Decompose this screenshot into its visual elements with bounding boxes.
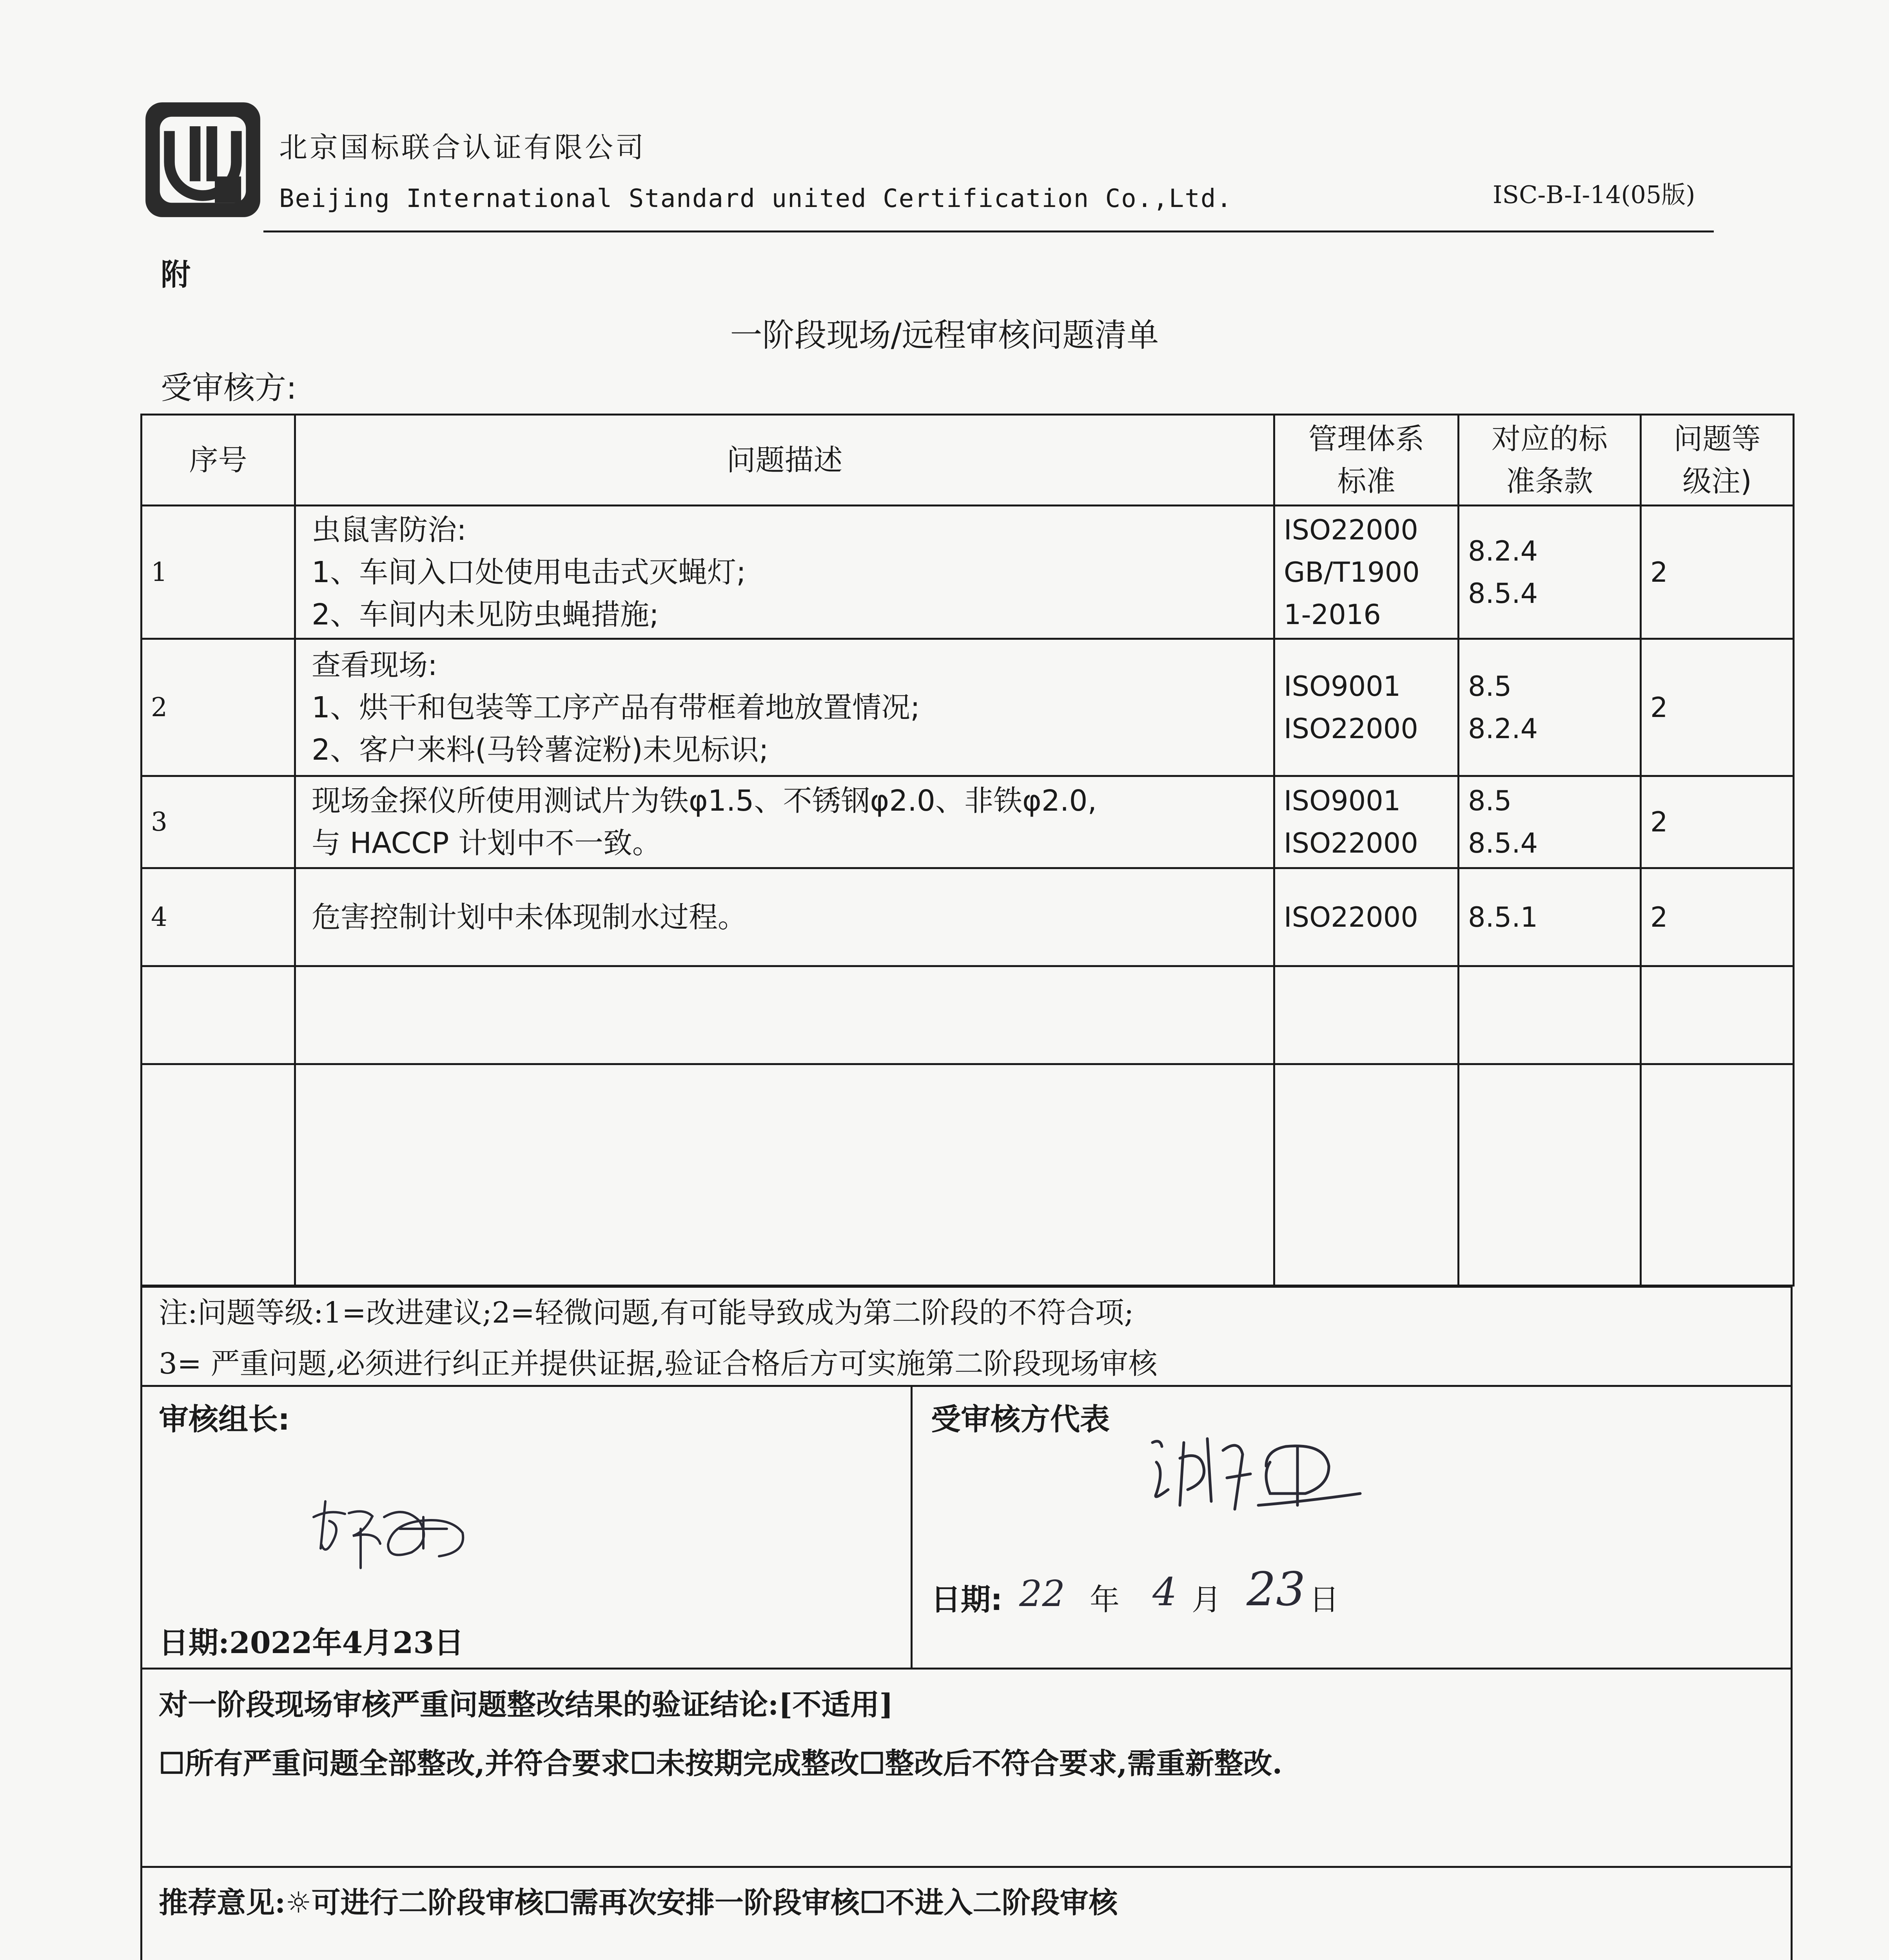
table-row bbox=[142, 506, 1794, 639]
cell-description bbox=[295, 776, 1274, 868]
cell-description bbox=[295, 639, 1274, 776]
header-rule bbox=[263, 230, 1714, 232]
header-standard bbox=[1274, 415, 1459, 506]
cell-clause bbox=[1459, 776, 1641, 868]
table-row bbox=[142, 868, 1794, 966]
cell-empty bbox=[1459, 1064, 1641, 1286]
std-line: ISO22000 bbox=[1284, 712, 1418, 745]
audit-leader-label: 审核组长: bbox=[159, 1402, 290, 1437]
table-row bbox=[142, 639, 1794, 776]
std-line: ISO22000 bbox=[1284, 827, 1418, 859]
desc-line: 虫鼠害防治: bbox=[312, 513, 466, 547]
clause-line: 8.5.4 bbox=[1468, 577, 1538, 610]
cell-grade: 2 bbox=[1641, 506, 1794, 639]
company-logo bbox=[143, 100, 263, 220]
rep-date-year-unit: 年 bbox=[1090, 1582, 1120, 1617]
rep-date-month-unit: 月 bbox=[1192, 1582, 1221, 1617]
std-line: ISO22000 bbox=[1284, 901, 1418, 933]
desc-line: 1、烘干和包装等工序产品有带框着地放置情况; bbox=[312, 690, 920, 724]
std-line: ISO9001 bbox=[1284, 670, 1401, 702]
desc-line: 2、客户来料(马铃薯淀粉)未见标识; bbox=[312, 733, 769, 767]
header-clause bbox=[1459, 415, 1641, 506]
auditee-rep-signature bbox=[1141, 1419, 1376, 1525]
cell-empty bbox=[142, 966, 295, 1064]
verification-conclusion: 对一阶段现场审核严重问题整改结果的验证结论:[不适用] bbox=[159, 1688, 893, 1722]
cell-no: 4 bbox=[142, 868, 295, 966]
note-line-2: 3= 严重问题,必须进行纠正并提供证据,验证合格后方可实施第二阶段现场审核 bbox=[159, 1347, 1158, 1381]
desc-line: 现场金探仪所使用测试片为铁φ1.5、不锈钢φ2.0、非铁φ2.0, bbox=[312, 784, 1097, 818]
cell-clause bbox=[1459, 506, 1641, 639]
rep-date-month-handwritten: 4 bbox=[1152, 1570, 1177, 1615]
cell-clause bbox=[1459, 868, 1641, 966]
signature-divider bbox=[911, 1385, 913, 1670]
std-line: ISO9001 bbox=[1284, 785, 1401, 817]
clause-line: 8.2.4 bbox=[1468, 535, 1538, 567]
auditee-label: 受审核方: bbox=[161, 370, 297, 406]
header-standard-line: 管理体系 bbox=[1308, 422, 1424, 456]
rep-date-day-handwritten: 23 bbox=[1247, 1562, 1306, 1616]
table-header-row bbox=[142, 415, 1794, 506]
cell-empty bbox=[295, 966, 1274, 1064]
clause-line: 8.2.4 bbox=[1468, 712, 1538, 745]
cell-description bbox=[295, 868, 1274, 966]
cell-clause bbox=[1459, 639, 1641, 776]
header-clause-line: 对应的标 bbox=[1492, 422, 1608, 456]
header-clause-line: 准条款 bbox=[1506, 464, 1593, 498]
audit-leader-date: 日期:2022年4月23日 bbox=[159, 1625, 464, 1660]
cell-no: 3 bbox=[142, 776, 295, 868]
rep-date-year-handwritten: 22 bbox=[1019, 1573, 1065, 1615]
clause-line: 8.5.1 bbox=[1468, 901, 1538, 933]
header-grade bbox=[1641, 415, 1794, 506]
clause-line: 8.5 bbox=[1468, 670, 1512, 702]
header-no: 序号 bbox=[142, 415, 295, 506]
cell-standard bbox=[1274, 868, 1459, 966]
cell-standard bbox=[1274, 776, 1459, 868]
cell-empty bbox=[1274, 966, 1459, 1064]
company-name-en: Beijing International Standard united Certification Co.,Ltd. bbox=[279, 184, 1232, 213]
attachment-mark: 附 bbox=[161, 257, 191, 292]
std-line: ISO22000 bbox=[1284, 514, 1418, 546]
desc-line: 与 HACCP 计划中不一致。 bbox=[312, 826, 661, 860]
desc-line: 1、车间入口处使用电击式灭蝇灯; bbox=[312, 555, 746, 589]
cell-grade: 2 bbox=[1641, 868, 1794, 966]
desc-line: 2、车间内未见防虫蝇措施; bbox=[312, 597, 659, 632]
std-line: 1-2016 bbox=[1284, 598, 1381, 631]
cell-no: 1 bbox=[142, 506, 295, 639]
header-grade-line: 问题等 bbox=[1673, 422, 1761, 456]
rep-date-day-unit: 日 bbox=[1309, 1582, 1339, 1617]
company-name-cn: 北京国标联合认证有限公司 bbox=[279, 131, 646, 164]
cell-standard bbox=[1274, 506, 1459, 639]
auditee-rep-label: 受审核方代表 bbox=[931, 1402, 1110, 1437]
desc-line: 危害控制计划中未体现制水过程。 bbox=[312, 900, 747, 934]
recommendation-options: 推荐意见:☼可进行二阶段审核☐需再次安排一阶段审核☐不进入二阶段审核 bbox=[159, 1886, 1118, 1920]
cell-empty bbox=[295, 1064, 1274, 1286]
clause-line: 8.5 bbox=[1468, 785, 1512, 817]
header-standard-line: 标准 bbox=[1337, 464, 1395, 498]
note-line-1: 注:问题等级:1=改进建议;2=轻微问题,有可能导致成为第二阶段的不符合项; bbox=[159, 1296, 1134, 1330]
header-grade-line: 级注) bbox=[1682, 464, 1752, 498]
cell-description bbox=[295, 506, 1274, 639]
auditee-rep-date-label: 日期: bbox=[931, 1582, 1003, 1617]
audit-leader-signature bbox=[306, 1486, 470, 1576]
cell-empty bbox=[1641, 966, 1794, 1064]
header-description: 问题描述 bbox=[295, 415, 1274, 506]
document-code: ISC-B-I-14(05版) bbox=[1493, 180, 1695, 209]
std-line: GB/T1900 bbox=[1284, 556, 1420, 588]
verification-options: ☐所有严重问题全部整改,并符合要求☐未按期完成整改☐整改后不符合要求,需重新整改. bbox=[159, 1747, 1283, 1780]
form-title: 一阶段现场/远程审核问题清单 bbox=[730, 317, 1159, 354]
desc-line: 查看现场: bbox=[312, 648, 437, 682]
cell-grade: 2 bbox=[1641, 639, 1794, 776]
table-row-empty bbox=[142, 1064, 1794, 1286]
cell-grade: 2 bbox=[1641, 776, 1794, 868]
cell-empty bbox=[1274, 1064, 1459, 1286]
cell-empty bbox=[142, 1064, 295, 1286]
table-row-empty bbox=[142, 966, 1794, 1064]
cell-empty bbox=[1459, 966, 1641, 1064]
cell-standard bbox=[1274, 639, 1459, 776]
table-row bbox=[142, 776, 1794, 868]
issue-table bbox=[140, 414, 1795, 1287]
cell-no: 2 bbox=[142, 639, 295, 776]
cell-empty bbox=[1641, 1064, 1794, 1286]
clause-line: 8.5.4 bbox=[1468, 827, 1538, 859]
